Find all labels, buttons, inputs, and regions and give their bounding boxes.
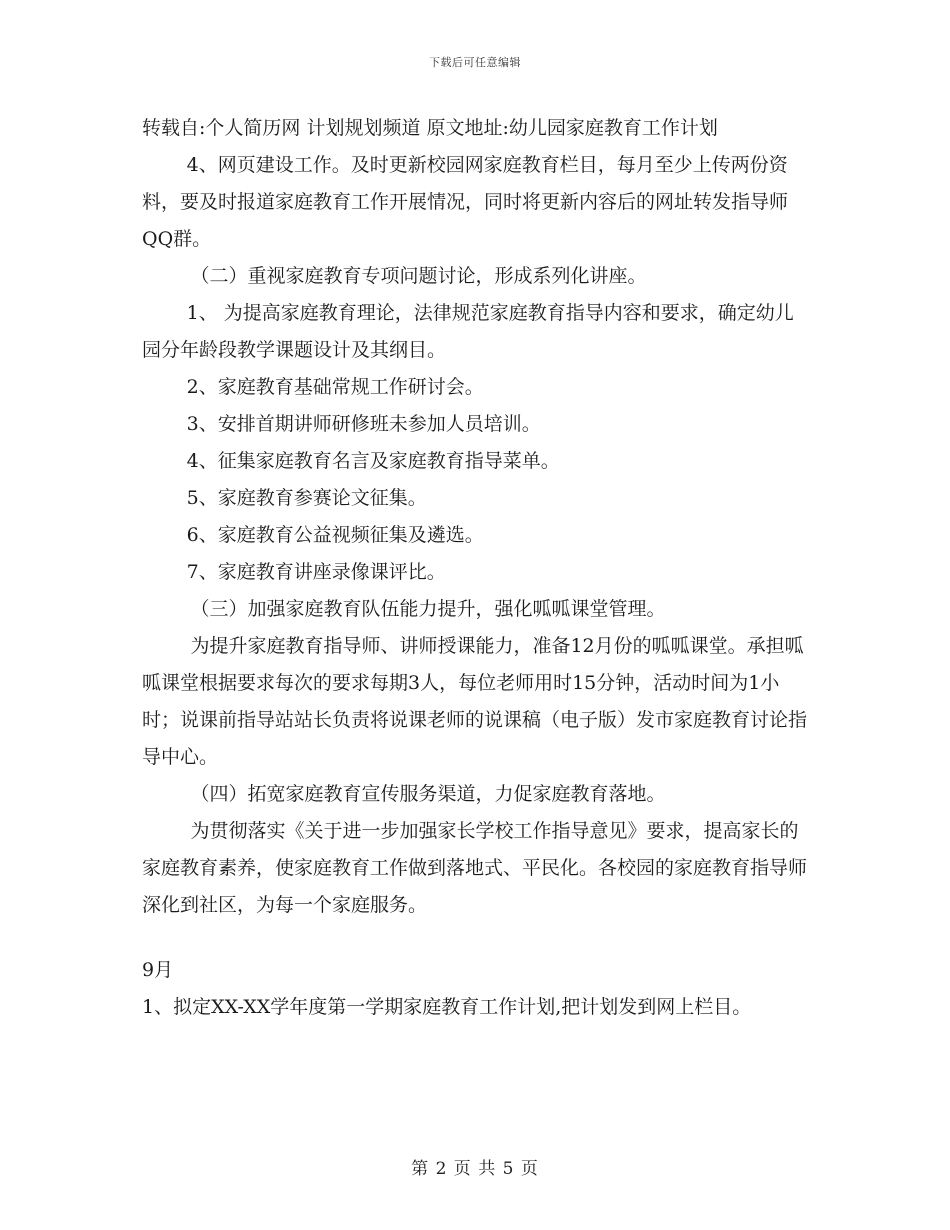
- section-heading-2: （二）重视家庭教育专项问题讨论，形成系列化讲座。: [190, 265, 647, 287]
- paragraph-implementation: 为贯彻落实《关于进一步加强家长学校工作指导意见》要求，提高家长的家庭教育素养，使家庭教育工作做到落地式、平民化。各校园的家庭教育指导师深化到社区，为每一个家庭服务。: [142, 820, 808, 916]
- list-item: 5、家庭教育参赛论文征集。: [186, 487, 427, 509]
- section-heading-3: （三）加强家庭教育队伍能力提升，强化呱呱课堂管理。: [190, 598, 666, 620]
- section-heading-4: （四）拓宽家庭教育宣传服务渠道，力促家庭教育落地。: [190, 783, 666, 805]
- list-item: 3、安排首期讲师研修班未参加人员培训。: [186, 413, 541, 435]
- month-item: 1、拟定XX-XX学年度第一学期家庭教育工作计划,把计划发到网上栏目。: [142, 996, 752, 1018]
- list-item: 2、家庭教育基础常规工作研讨会。: [186, 376, 484, 398]
- list-item: 4、征集家庭教育名言及家庭教育指导菜单。: [186, 450, 560, 472]
- page-footer: 第 2 页 共 5 页: [411, 1159, 539, 1179]
- paragraph-guagua-classroom: 为提升家庭教育指导师、讲师授课能力，准备12月份的呱呱课堂。承担呱呱课堂根据要求每次的要求每期3人，每位老师用时15分钟，活动时间为1小时；说课前指导站站长负责将说课老师的说课稿（电子版）发市家庭教育讨论指导中心。: [142, 635, 808, 768]
- paragraph-web-construction: 4、网页建设工作。及时更新校园网家庭教育栏目，每月至少上传两份资料，要及时报道家庭教育工作开展情况，同时将更新内容后的网址转发指导师QQ群。: [142, 154, 789, 250]
- page-header: 下载后可任意编辑: [429, 56, 521, 69]
- month-block: [142, 952, 812, 1026]
- source-line: 转载自:个人简历网 计划规划频道 原文地址:幼儿园家庭教育工作计划: [142, 117, 718, 139]
- month-heading: 9月: [142, 959, 174, 981]
- document-body: [142, 110, 812, 1026]
- list-item: 6、家庭教育公益视频征集及遴选。: [186, 524, 484, 546]
- list-item: 1、 为提高家庭教育理论，法律规范家庭教育指导内容和要求，确定幼儿园分年龄段教学课题设计及其纲目。: [142, 302, 794, 361]
- list-item: 7、家庭教育讲座录像课评比。: [186, 561, 446, 583]
